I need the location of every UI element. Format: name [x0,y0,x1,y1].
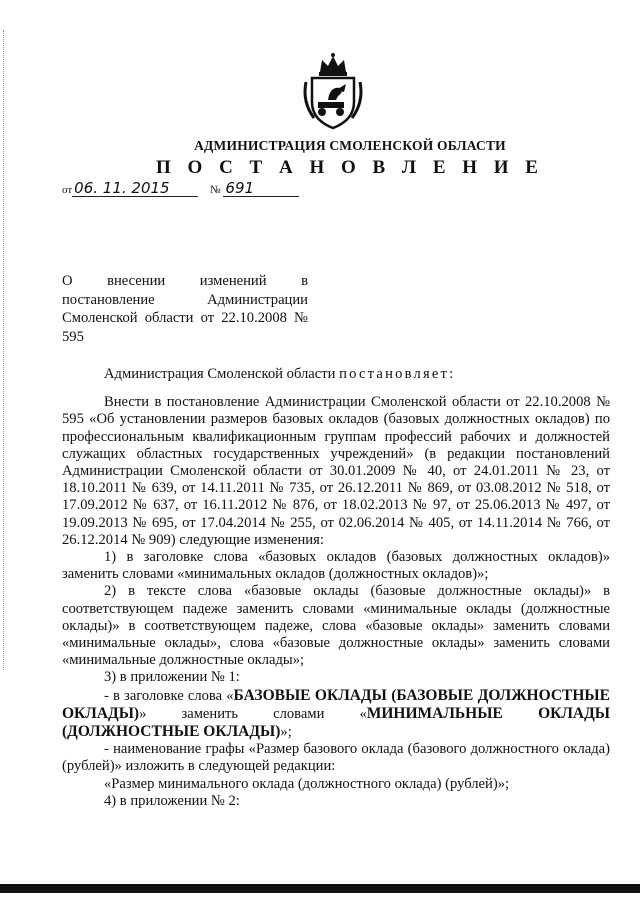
date-number-line [62,180,299,197]
date-prefix: от [62,184,73,196]
number-value: 691 [223,180,299,197]
paragraph-4: 3) в приложении № 1: [104,669,240,686]
paragraph-7: «Размер минимального оклада (должностного оклада) (рублей)»; [104,775,510,792]
scan-edge-line [3,30,5,670]
paragraph-1: Внести в постановление Администрации Смоленской области от 22.10.2008 № 595 «Об установлении размеров базовых окладов (базовых должностных окладов) по профессиональным квалификационным группам профессий рабочих и должностей служащих областных государственных учреждений» (в редакции постановлений Администрации Смоленской области от 30.01.2009 № 40, от 24.01.2011 № 23, от 18.10.2011 № 639, от 14.11.2011 № 735, от 26.12.2011 № 869, от 03.08.2012 № 518, от 17.09.2012 № 637, от 16.11.2012 № 876, от 18.02.2013 № 97, от 25.06.2013 № 497, от 19.09.2013 № 695, от 17.04.2014 № 255, от 02.06.2014 № 405, от 14.11.2014 № 766, от 26.12.2014 № 909) следующие изменения: [62,394,610,548]
p5-caps-new: МИНИМАЛЬНЫЕ ОКЛАДЫ (ДОЛЖНОСТНЫЕ ОКЛАДЫ) [62,704,610,741]
p5-caps-old: БАЗОВЫЕ ОКЛАДЫ (БАЗОВЫЕ ДОЛЖНОСТНЫЕ ОКЛАДЫ) [62,686,610,722]
number-prefix: № [210,184,221,196]
scan-bottom-bar [0,884,640,893]
paragraph-3: 2) в тексте слова «базовые оклады (базовые должностные оклады)» в соответствующем падеже заменить словами «минимальные оклады (должностные оклады)» в соответствующем падеже, слова «базовые оклады» заменить словами «минимальные оклады», слова «базовые должностные оклады» заменить словами «минимальные должностные оклады»; [62,583,610,669]
paragraph-2: 1) в заголовке слова «базовых окладов (базовых должностных окладов)» заменить словами «минимальных окладов (должностных окладов)»; [62,549,610,583]
paragraph-5 [62,687,610,742]
coat-of-arms-emblem [300,52,366,130]
admin-intro: Администрация Смоленской области [104,366,336,382]
subject-text: О внесении изменений в постановление Администрации Смоленской области от 22.10.2008 № 595 [62,273,308,345]
document-subject [62,272,308,346]
admin-verb: постановляет: [339,366,456,382]
organization-name: АДМИНИСТРАЦИЯ СМОЛЕНСКОЙ ОБЛАСТИ [194,138,506,153]
date-value: 06. 11. 2015 [72,180,198,197]
p5-text-e: »; [280,724,292,741]
paragraph-8: 4) в приложении № 2: [104,792,240,809]
document-title: П О С Т А Н О В Л Е Н И Е [156,157,544,178]
admin-resolution-line [62,366,610,383]
p5-text-a: - в заголовке слова « [104,687,234,704]
document-body [62,366,610,810]
p5-text-c: » заменить словами « [139,705,367,722]
paragraph-6: - наименование графы «Размер базового оклада (базового должностного оклада) (рублей)» изложить в следующей редакции: [62,741,610,775]
